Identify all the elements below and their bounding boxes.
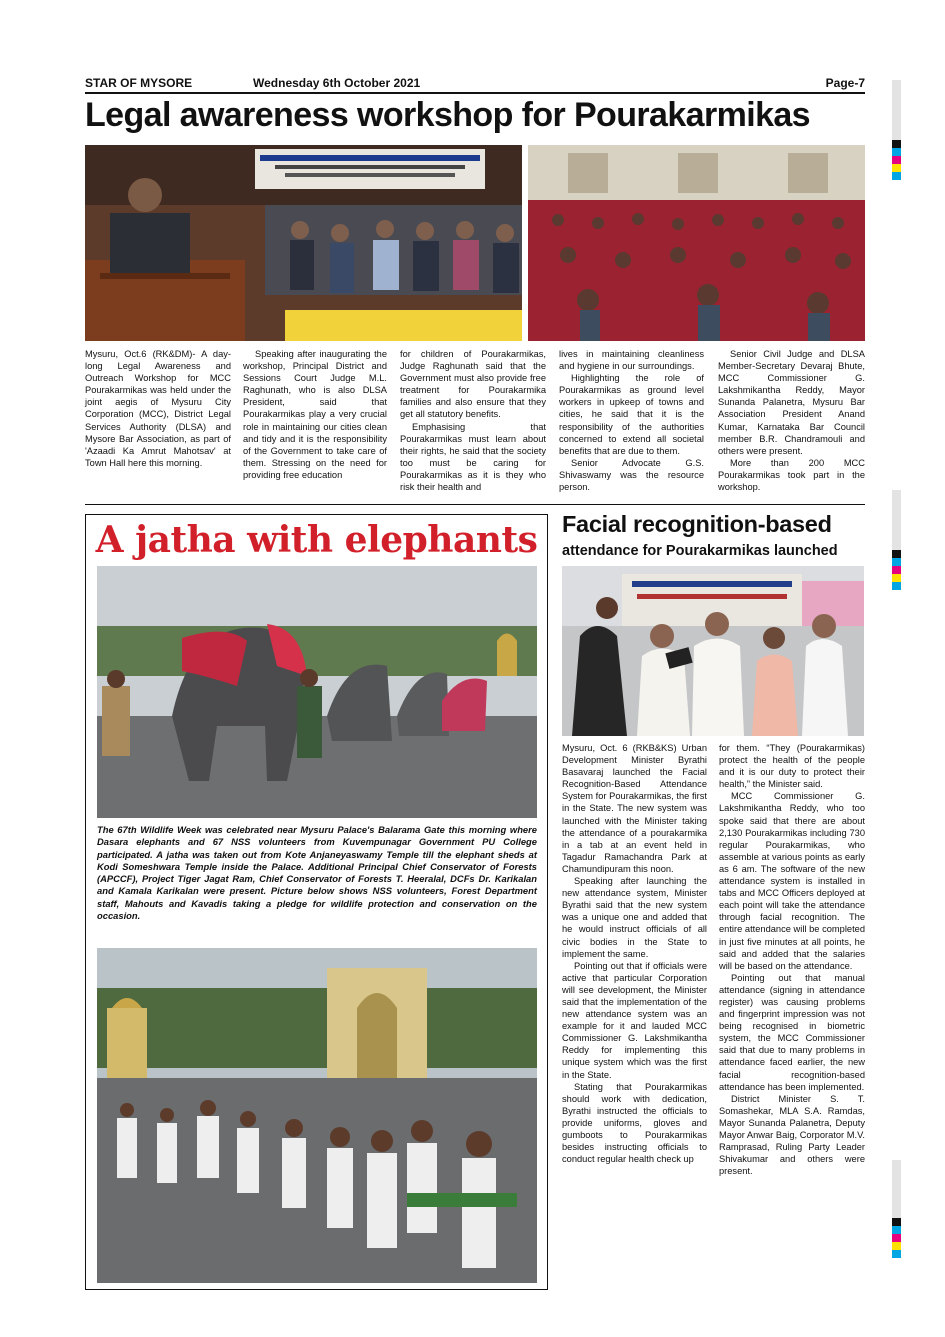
story3-column-1 xyxy=(562,742,707,1165)
story3-subheadline: attendance for Pourakarmikas launched xyxy=(562,543,838,559)
registration-mark xyxy=(892,550,901,590)
story3-paragraph: Pointing out that if officials were active that particular Corporation will see development, the Minister said that the implementation of the new attendance system was an example for it and lauded MCC Commissioner G. Lakshmikantha Reddy for implementing this unique system which was the first in the State. xyxy=(562,960,707,1080)
story3-paragraph: Mysuru, Oct. 6 (RKB&KS) Urban Development Minister Byrathi Basavaraj launched the Facial Recognition-Based Attendance System for Pourakarmikas, the first in the State. The new system was launched with the Minister taking the attendance of a pourakarmika in a tab at an event held in Tagadur Ramachandra Park at Chamundipuram this noon. xyxy=(562,743,707,874)
pledge-illustration xyxy=(97,948,537,1283)
audience-illustration xyxy=(528,145,865,341)
issue-date: Wednesday 6th October 2021 xyxy=(253,76,421,90)
story3-paragraph: Pointing out that manual attendance (signing in attendance register) was causing problems and fingerprint impression was not being recognised in biometric system, the MCC Commissioner said that due to many problems in attendance faced earlier, the new facial recognition-based attendance has been implemented. xyxy=(719,972,865,1092)
story1-paragraph: Mysuru, Oct.6 (RK&DM)- A day-long Legal Awareness and Outreach Workshop for MCC Pourakarmikas was held under the joint aegis of Mysuru City Corporation (MCC), District Legal Services Authority (DLSA) and Mysore Bar Association, as part of 'Azaadi Ka Amrut Mahotsav' at Town Hall here this morning. xyxy=(85,349,231,468)
workshop-stage-photo xyxy=(85,145,522,341)
facial-recognition-launch-photo xyxy=(562,566,864,736)
launch-event-illustration xyxy=(562,566,864,736)
story1-headline: Legal awareness workshop for Pourakarmikas xyxy=(85,96,810,134)
story1-paragraph: Senior Advocate G.S. Shivaswamy was the resource person. xyxy=(559,457,704,493)
story1-paragraph: Highlighting the role of Pourakarmikas as ground level workers in upkeep of towns and cities, he said that it is the responsibility of the authorities concerned to extend all societal benefits that are due to them. xyxy=(559,373,704,456)
story1-column-1 xyxy=(85,348,231,469)
registration-strip xyxy=(892,1160,901,1218)
workshop-stage-illustration xyxy=(85,145,522,341)
masthead-rule xyxy=(85,92,865,94)
elephant-procession-photo xyxy=(97,566,537,818)
story1-column-4 xyxy=(559,348,704,493)
registration-strip xyxy=(892,490,901,550)
story1-paragraph: Senior Civil Judge and DLSA Member-Secretary Devaraj Bhute, MCC Commissioner G. Lakshmikantha Reddy, Mayor Sunanda Palanetra, Mysuru Bar Association President Anand Kumar, Karnataka Bar Council member B.R. Chandramouli and others were present. xyxy=(718,349,865,456)
story1-paragraph: More than 200 MCC Pourakarmikas took part in the workshop. xyxy=(718,457,865,493)
story3-paragraph: District Minister S. T. Somashekar, MLA S.A. Ramdas, Mayor Sunanda Palanetra, Deputy Mayor Anwar Baig, Corporator M.V. Ramprasad, Ruling Party Leader Shivakumar and others were present. xyxy=(719,1093,865,1177)
workshop-audience-photo xyxy=(528,145,865,341)
registration-strip xyxy=(892,80,901,140)
story1-column-3 xyxy=(400,348,546,493)
pledge-photo xyxy=(97,948,537,1283)
story3-headline: Facial recognition-based xyxy=(562,511,832,537)
story1-paragraph: Speaking after inaugurating the workshop, Principal District and Sessions Court Judge M.L. Raghunath, who is also DLSA President, said that Pourakarmikas play a very crucial role in maintaining our cities clean and tidy and it is the responsibility of the Government to take care of them. Stressing on the need for providing free education xyxy=(243,349,387,480)
story1-column-2 xyxy=(243,348,387,481)
story1-column-5 xyxy=(718,348,865,493)
story3-paragraph: for them. “They (Pourakarmikas) protect the health of the people and it is our duty to protect their health,” the Minister said. xyxy=(719,743,865,790)
page-number: Page-7 xyxy=(825,76,865,90)
masthead xyxy=(85,76,865,92)
story2-caption: The 67th Wildlife Week was celebrated near Mysuru Palace's Balarama Gate this morning where Dasara elephants and 67 NSS volunteers from Kuvempunagar Government PU College participated. A jatha was taken out from Kote Anjaneyaswamy Temple till the elephant sheds at Kodi Someshwara Temple inside the Palace. Additional Principal Chief Conservator of Forests (APCCF), Project Tiger Jagat Ram, Chief Conservator of Forests T. Heeralal, DCFs Dr. Karikalan and Kamala Karikalan were present. Picture below shows NSS volunteers, Forest Department staff, Mahouts and Kavadis taking a pledge for wildlife protection and conservation on the occasion. xyxy=(97,824,537,922)
story3-paragraph: Stating that Pourakarmikas should work with dedication, Byrathi instructed the officials to provide uniforms, gloves and gumboots to Pourakarmikas besides instructing officials to conduct regular health check up xyxy=(562,1081,707,1165)
elephant-procession-illustration xyxy=(97,566,537,818)
story1-paragraph: Emphasising that Pourakarmikas must learn about their rights, he said that the society too must be caring for Pourakarmikas as it is they who risk their health and xyxy=(400,421,546,493)
story2-headline: A jatha with elephants xyxy=(95,519,538,561)
story1-paragraph: for children of Pourakarmikas, Judge Raghunath said that the Government must also provide free treatment for Pourakarmika families and also ensure that they get all statutory benefits. xyxy=(400,349,546,420)
story1-paragraph: lives in maintaining cleanliness and hygiene in our surroundings. xyxy=(559,349,704,372)
registration-mark xyxy=(892,1218,901,1258)
story3-paragraph: MCC Commissioner G. Lakshmikantha Reddy, who too spoke said that there are about 2,130 Pourakarmikas including 730 regular Pourakarmikas, who assemble at various points as early as 6 am. The software of the new attendance system is installed in tabs and MCC Officers deployed at each point will take the attendance through facial recognition. The entire attendance will be completed in just five minutes at all points, he said and added that the salaries will be based on the attendance. xyxy=(719,791,865,971)
section-divider xyxy=(85,504,865,505)
story3-column-2 xyxy=(719,742,865,1177)
story3-paragraph: Speaking after launching the new attendance system, Minister Byrathi said that the new system was a unique one and added that he would instruct officials of all civic bodies in the State to implement the same. xyxy=(562,876,707,959)
registration-mark xyxy=(892,140,901,180)
paper-name: STAR OF MYSORE xyxy=(85,76,193,90)
